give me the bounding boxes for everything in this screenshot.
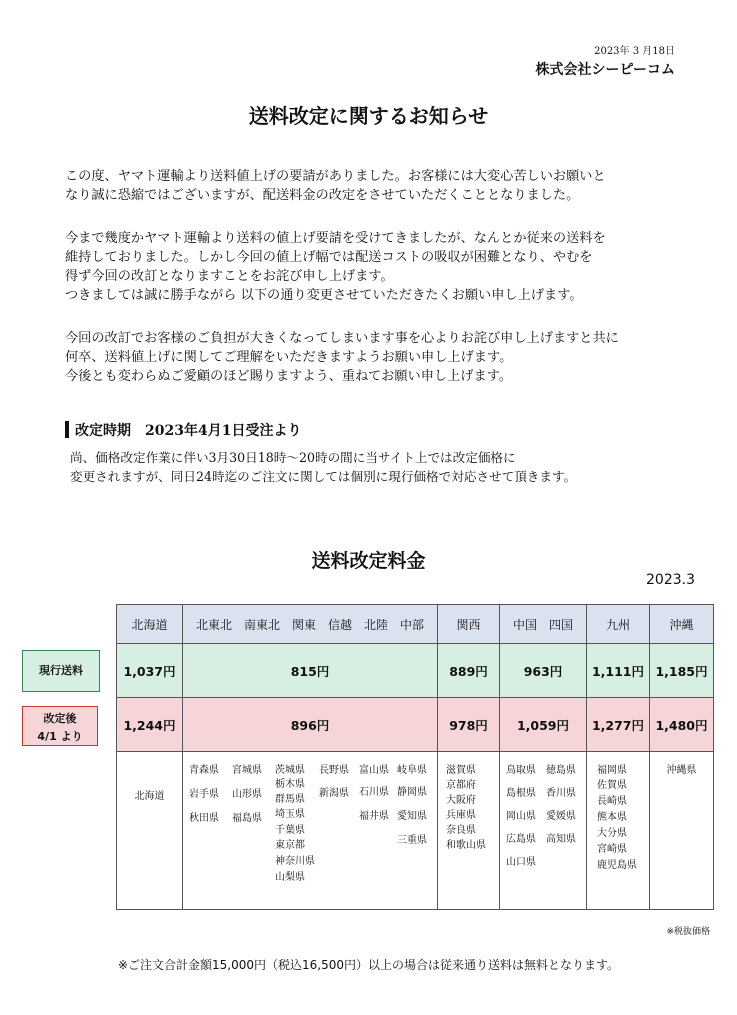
paragraph-3 — [65, 329, 715, 386]
prefecture: 富山県 — [359, 764, 389, 776]
pref-main — [183, 752, 438, 910]
paragraph-line: 今回の改訂でお客様のご負担が大きくなってしまいます事を心よりお詫び申し上げますと共に — [65, 331, 619, 346]
new-okinawa: 1,480円 — [650, 698, 714, 752]
prefecture: 茨城県 — [275, 764, 305, 776]
prefecture: 佐賀県 — [597, 779, 627, 791]
pref-chugoku-shikoku — [500, 752, 587, 910]
current-okinawa: 1,185円 — [650, 644, 714, 698]
prefecture: 愛媛県 — [546, 810, 576, 822]
pref-kansai — [438, 752, 500, 910]
prefecture: 沖縄県 — [666, 764, 697, 776]
prefecture-row — [117, 752, 714, 910]
prefecture: 栃木県 — [275, 778, 305, 790]
header-chugoku-shikoku: 中国 四国 — [500, 605, 587, 644]
prefecture: 熊本県 — [597, 811, 627, 823]
heading-bar — [65, 421, 69, 438]
prefecture: 山梨県 — [275, 871, 305, 883]
prefecture: 千葉県 — [275, 824, 305, 836]
prefecture: 東京都 — [275, 839, 305, 851]
current-chugoku-shikoku: 963円 — [500, 644, 587, 698]
paragraph-line: この度、ヤマト運輸より送料値上げの要請がありました。お客様には大変心苦しいお願いと — [65, 169, 606, 184]
prefecture: 兵庫県 — [446, 809, 476, 821]
rates-title: 送料改定料金 — [311, 550, 426, 572]
table-header-row — [117, 605, 714, 644]
current-hokkaido: 1,037円 — [117, 644, 183, 698]
free-shipping-note: ※ご注文合計金額15,000円（税込16,500円）以上の場合は従来通り送料は無料となります。 — [117, 958, 620, 972]
prefecture: 岐阜県 — [397, 764, 427, 776]
paragraph-line: 今後とも変わらぬご愛顧のほど賜りますよう、重ねてお願い申し上げます。 — [65, 369, 512, 384]
current-main: 815円 — [183, 644, 438, 698]
current-kansai: 889円 — [438, 644, 500, 698]
prefecture: 滋賀県 — [446, 764, 476, 776]
prefecture: 広島県 — [506, 833, 536, 845]
tax-note: ※税抜価格 — [666, 927, 710, 937]
prefecture: 青森県 — [189, 764, 219, 776]
prefecture: 奈良県 — [446, 824, 476, 836]
prefecture: 鳥取県 — [506, 764, 536, 776]
prefecture: 岡山県 — [506, 810, 536, 822]
prefecture: 和歌山県 — [446, 839, 486, 851]
paragraph-line: 今まで幾度かヤマト運輸より送料の値上げ要請を受けてきましたが、なんとか従来の送料を — [65, 231, 606, 246]
current-rate-label: 現行送料 — [22, 650, 100, 692]
prefecture: 島根県 — [506, 787, 536, 799]
new-rate-row — [117, 698, 714, 752]
header-okinawa: 沖縄 — [650, 605, 714, 644]
prefecture: 山口県 — [506, 856, 536, 868]
prefecture: 福岡県 — [597, 764, 627, 776]
prefecture: 新潟県 — [319, 787, 349, 799]
prefecture: 鹿児島県 — [597, 859, 637, 871]
paragraph-2 — [65, 229, 715, 305]
paragraph-1 — [65, 167, 715, 205]
notice-date: 2023年 3 月18日 — [594, 46, 675, 57]
new-rate-label — [22, 706, 98, 746]
prefecture: 山形県 — [232, 788, 262, 800]
prefecture: 大阪府 — [446, 794, 476, 806]
prefecture: 京都府 — [446, 779, 476, 791]
company-name: 株式会社シーピーコム — [535, 62, 675, 78]
header-kansai: 関西 — [438, 605, 500, 644]
new-rate-label-line: 4/1 より — [37, 730, 83, 743]
revision-note-line: 変更されますが、同日24時迄のご注文に関しては個別に現行価格で対応させて頂きます。 — [70, 469, 577, 484]
new-kansai: 978円 — [438, 698, 500, 752]
prefecture: 宮崎県 — [597, 843, 627, 855]
revision-note-line: 尚、価格改定作業に伴い3月30日18時～20時の間に当サイト上では改定価格に — [70, 450, 516, 465]
header-main: 北東北 南東北 関東 信越 北陸 中部 — [183, 605, 438, 644]
paragraph-line: なり誠に恐縮ではございますが、配送料金の改定をさせていただくこととなりました。 — [65, 188, 580, 203]
prefecture: 三重県 — [397, 834, 427, 846]
new-main: 896円 — [183, 698, 438, 752]
revision-heading — [65, 420, 301, 440]
revision-notes — [70, 448, 576, 486]
paragraph-line: つきましては誠に勝手ながら 以下の通り変更させていただきたくお願い申し上げます。 — [65, 288, 583, 303]
rates-table — [116, 604, 714, 910]
new-chugoku-shikoku: 1,059円 — [500, 698, 587, 752]
header-hokkaido: 北海道 — [117, 605, 183, 644]
current-rate-row — [117, 644, 714, 698]
new-rate-label-line: 改定後 — [43, 712, 77, 725]
prefecture: 岩手県 — [189, 788, 219, 800]
current-kyushu: 1,111円 — [587, 644, 650, 698]
prefecture: 長崎県 — [597, 795, 627, 807]
prefecture: 秋田県 — [189, 812, 219, 824]
header-kyushu: 九州 — [587, 605, 650, 644]
prefecture: 高知県 — [546, 833, 576, 845]
new-hokkaido: 1,244円 — [117, 698, 183, 752]
pref-kyushu — [587, 752, 650, 910]
page-title: 送料改定に関するお知らせ — [248, 104, 489, 128]
prefecture: 愛知県 — [397, 810, 427, 822]
prefecture: 宮城県 — [232, 764, 262, 776]
prefecture: 埼玉県 — [275, 808, 305, 820]
prefecture: 大分県 — [597, 827, 627, 839]
prefecture: 長野県 — [319, 764, 349, 776]
pref-hokkaido — [117, 752, 183, 910]
prefecture: 徳島県 — [546, 764, 576, 776]
prefecture: 福島県 — [232, 812, 262, 824]
prefecture: 神奈川県 — [275, 855, 315, 867]
paragraph-line: 何卒、送料値上げに関してご理解をいただきますようお願い申し上げます。 — [65, 350, 513, 365]
revision-heading-text: 改定時期 2023年4月1日受注より — [75, 423, 302, 439]
paragraph-line: 得ず今回の改訂となりますことをお詫び申し上げます。 — [65, 269, 394, 284]
paragraph-line: 維持しておりました。しかし今回の値上げ幅では配送コストの吸収が困難となり、やむを — [65, 250, 593, 265]
new-kyushu: 1,277円 — [587, 698, 650, 752]
prefecture: 北海道 — [134, 790, 165, 802]
prefecture: 群馬県 — [275, 793, 305, 805]
prefecture: 香川県 — [546, 787, 576, 799]
prefecture: 石川県 — [359, 786, 389, 798]
prefecture: 静岡県 — [397, 786, 427, 798]
prefecture: 福井県 — [359, 810, 389, 822]
pref-okinawa — [650, 752, 714, 910]
rates-year: 2023.3 — [646, 572, 695, 588]
